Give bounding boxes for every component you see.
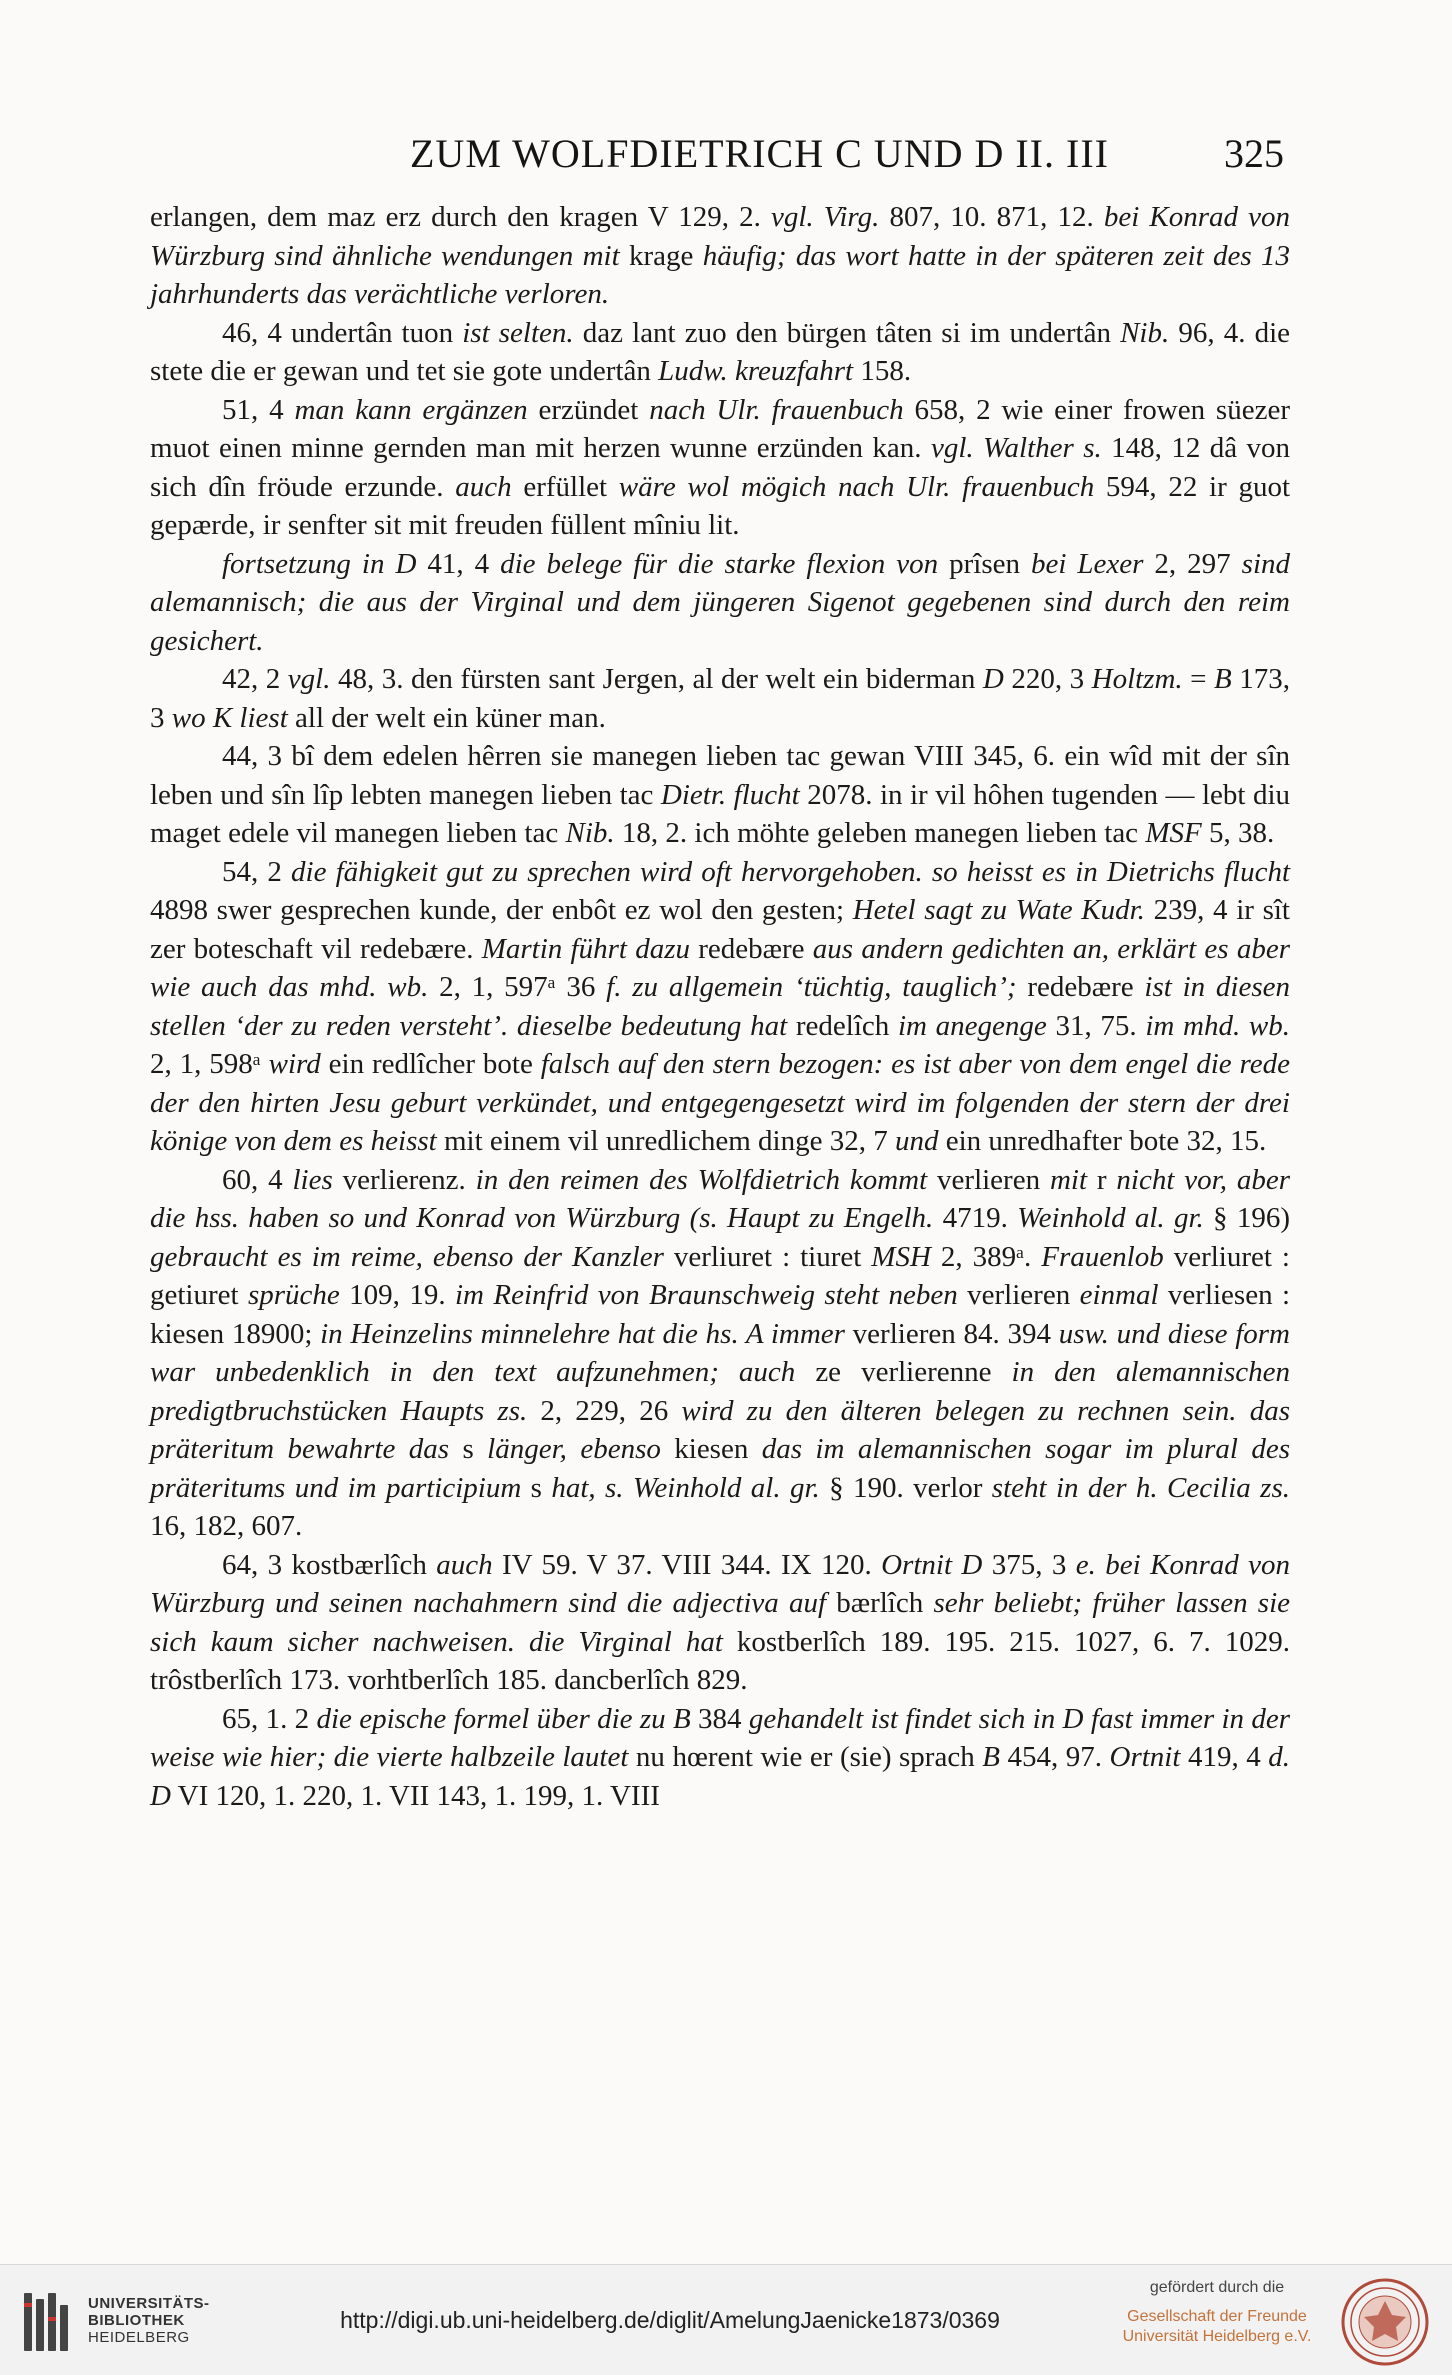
text-segment: all der welt ein küner man.	[287, 701, 606, 734]
italic-segment: Martin führt dazu	[481, 932, 690, 965]
text-segment: 44, 3 bî dem edelen hêrren sie manegen lieben tac gewan VIII 345, 6. ein wîd mit der sîn leben und sîn lîp lebten manegen lieben tac	[150, 740, 1290, 811]
italic-segment: falsch auf den stern bezogen: es ist aber von dem engel die rede der den hirten Jesu geburt verkündet, und entgegengesetzt wird im folgenden der stern der drei könige von dem es heisst	[150, 1048, 1291, 1157]
italic-segment: bei Konrad von Würzburg sind ähnliche wendungen mit	[150, 201, 1291, 272]
text-segment: 16, 182, 607.	[150, 1510, 303, 1542]
library-emblem-icon	[18, 2289, 80, 2355]
text-segment: 419, 4	[1180, 1741, 1269, 1773]
italic-segment: gebraucht es im reime, ebenso der Kanzler	[150, 1240, 664, 1273]
text-segment: redebære	[1016, 971, 1145, 1003]
paragraph	[150, 314, 1290, 391]
text-segment: § 190. verlor	[819, 1471, 992, 1504]
italic-segment: mit	[1049, 1163, 1088, 1196]
italic-segment: sind alemannisch; die aus der Virginal und dem jüngeren Sigenot gegebenen sind durch den reim gesichert.	[150, 547, 1291, 657]
text-segment: 2, 1, 597ᵃ 36	[428, 971, 607, 1003]
text-segment: 64, 3 kostbærlîch	[222, 1548, 437, 1581]
text-segment: 375, 3	[982, 1548, 1076, 1581]
text-segment: 807, 10. 871, 12.	[879, 201, 1104, 233]
italic-segment: man kann ergänzen	[294, 393, 528, 426]
text-segment: =	[1182, 663, 1215, 695]
italic-segment: aus andern gedichten an, erklärt es aber wie auch das mhd. wb.	[150, 932, 1290, 1003]
italic-segment: f. zu allgemein ‘tüchtig, tauglich’;	[606, 971, 1017, 1003]
text-segment: ze verlierenne	[795, 1356, 1012, 1388]
text-segment: 2, 389ᵃ.	[930, 1240, 1042, 1273]
italic-segment: d. D	[150, 1741, 1290, 1812]
text-segment: 109, 19.	[339, 1279, 455, 1311]
text-segment: 2078. in ir vil hôhen tugenden — lebt diu maget edele vil manegen lieben tac	[150, 778, 1290, 849]
text-segment: 5, 38.	[1201, 817, 1275, 849]
paragraph	[150, 660, 1290, 737]
text-segment: verlieren 84. 394	[844, 1317, 1059, 1350]
italic-segment: D	[982, 663, 1004, 695]
text-segment: 18, 2. ich möhte geleben manegen lieben tac	[614, 817, 1146, 849]
italic-segment: Holtzm.	[1091, 663, 1183, 695]
italic-segment: auch	[436, 1548, 493, 1581]
funder-name-line[interactable]: Universität Heidelberg e.V.	[1122, 2328, 1312, 2345]
text-segment: 60, 4	[222, 1163, 293, 1196]
italic-segment: vgl.	[287, 663, 331, 695]
italic-segment: Nib.	[565, 817, 615, 849]
italic-segment: auch	[455, 470, 512, 503]
text-segment: 2, 1, 598ᵃ	[150, 1048, 269, 1080]
paragraph	[150, 1546, 1290, 1700]
italic-segment: wo K liest	[171, 701, 288, 734]
text-segment: 4898 swer gesprechen kunde, der enbôt ez wol den gesten;	[150, 894, 853, 926]
italic-segment: sehr beliebt; früher lassen sie sich kaum sicher nachweisen. die Virginal hat	[150, 1587, 1290, 1658]
italic-segment: B	[1214, 663, 1232, 695]
italic-segment: MSH	[871, 1240, 931, 1273]
text-segment: 384	[690, 1702, 749, 1735]
text-segment: 41, 4	[416, 547, 501, 580]
library-name	[88, 2295, 318, 2346]
italic-segment: Hetel sagt zu Wate Kudr.	[852, 894, 1145, 926]
italic-segment: e. bei Konrad von Würzburg und seinen nachahmern sind die adjectiva auf	[150, 1548, 1290, 1619]
italic-segment: Ortnit D	[881, 1548, 983, 1581]
italic-segment: Ludw. kreuzfahrt	[658, 355, 854, 387]
italic-segment: Frauenlob	[1041, 1240, 1164, 1273]
italic-segment: gehandelt ist findet sich in D fast immer in der weise wie hier; die vierte halbzeile lautet	[150, 1702, 1291, 1773]
italic-segment: einmal	[1079, 1279, 1159, 1311]
text-segment: s	[521, 1471, 552, 1504]
text-segment: mit einem vil unredlichem dinge 32, 7	[436, 1125, 895, 1157]
paragraph	[150, 198, 1290, 314]
italic-segment: die epische formel über die zu B	[316, 1702, 691, 1735]
italic-segment: lies	[292, 1163, 333, 1196]
viewer-footer	[0, 2264, 1452, 2375]
text-segment: 2, 229, 26	[527, 1394, 682, 1427]
italic-segment: Weinhold al. gr.	[1017, 1202, 1204, 1234]
italic-segment: länger, ebenso	[487, 1433, 661, 1465]
text-segment: ein unredhafter bote 32, 15.	[938, 1125, 1267, 1157]
italic-segment: hat, s. Weinhold al. gr.	[551, 1471, 820, 1504]
italic-segment: Ortnit	[1109, 1741, 1181, 1773]
library-name-line: BIBLIOTHEK	[88, 2312, 185, 2329]
funded-by-label: gefördert durch die	[1149, 2279, 1285, 2296]
university-seal-icon	[1340, 2277, 1430, 2367]
italic-segment: ist in diesen stellen ‘der zu reden versteht’. dieselbe bedeutung hat	[150, 971, 1291, 1042]
text-segment: 594, 22 ir guot gepærde, ir senfter sit mit freuden füllent mîniu lit.	[150, 470, 1291, 541]
italic-segment: Nib.	[1120, 316, 1170, 349]
text-segment: 54, 2	[222, 855, 292, 888]
paragraph	[150, 853, 1290, 1161]
italic-segment: wäre wol mögich nach Ulr. frauenbuch	[618, 470, 1095, 503]
text-segment: verlieren	[927, 1163, 1050, 1196]
text-segment: verliuret : tiuret	[663, 1240, 872, 1273]
italic-segment: MSF	[1145, 817, 1202, 849]
text-segment: kiesen	[660, 1433, 762, 1465]
text-segment: kostberlîch 189. 195. 215. 1027, 6. 7. 1029. trôstberlîch 173. vorhtberlîch 185. dancberlîch 829.	[150, 1625, 1290, 1696]
italic-segment: und	[894, 1125, 939, 1157]
text-segment: daz lant zuo den bürgen tâten si im undertân	[573, 316, 1121, 349]
text-segment: verliuret : getiuret	[150, 1240, 1290, 1311]
italic-segment: die belege für die starke flexion von	[500, 547, 939, 580]
text-segment: verlierenz.	[332, 1163, 476, 1196]
text-segment: erlangen, dem maz erz durch den kragen V 129, 2.	[150, 201, 771, 233]
page-header	[150, 130, 1290, 184]
text-segment: VI 120, 1. 220, 1. VII 143, 1. 199, 1. VIII	[170, 1779, 660, 1812]
page-number: 325	[1224, 131, 1284, 176]
funder-name-line[interactable]: Gesellschaft der Freunde	[1127, 2308, 1307, 2325]
text-segment: krage	[619, 239, 703, 272]
text-segment: IV 59. V 37. VIII 344. IX 120.	[492, 1548, 882, 1581]
text-segment: redelîch	[787, 1009, 898, 1042]
text-segment: s	[449, 1433, 488, 1465]
text-segment: § 196)	[1203, 1202, 1290, 1234]
text-segment: prîsen	[938, 547, 1031, 580]
italic-segment: vgl. Virg.	[770, 201, 880, 233]
paragraph	[150, 1161, 1290, 1546]
italic-segment: in den reimen des Wolfdietrich kommt	[475, 1163, 928, 1196]
text-segment: 2, 297	[1143, 547, 1242, 580]
text-segment: 4719.	[933, 1202, 1018, 1234]
italic-segment: in Heinzelins minnelehre hat die hs. A immer	[320, 1317, 845, 1350]
text-segment: 158.	[853, 355, 912, 387]
text-segment: 65, 1. 2	[222, 1702, 317, 1735]
italic-segment: nicht vor, aber die hss. haben so und Konrad von Würzburg (s. Haupt zu Engelh.	[150, 1163, 1290, 1234]
italic-segment: in den alemannischen predigtbruchstücken Haupts zs.	[150, 1356, 1290, 1427]
text-segment: verlieren	[957, 1279, 1080, 1311]
text-segment: 148, 12 dâ von sich dîn fröude erzunde.	[150, 432, 1290, 503]
text-segment: redebære	[690, 932, 813, 965]
italic-segment: B	[982, 1741, 1000, 1773]
italic-segment: im mhd. wb.	[1145, 1009, 1290, 1042]
text-segment: r	[1087, 1163, 1117, 1196]
text-segment: 454, 97.	[999, 1741, 1110, 1773]
text-segment: 220, 3	[1003, 663, 1092, 695]
italic-segment: im anegenge	[897, 1009, 1047, 1042]
text-segment: 51, 4	[222, 393, 295, 426]
italic-segment: vgl. Walther s.	[930, 432, 1102, 464]
paragraph	[150, 1700, 1290, 1816]
text-segment: verliesen : kiesen 18900;	[150, 1279, 1291, 1350]
library-logo[interactable]	[18, 2287, 318, 2359]
funding-note	[1112, 2279, 1322, 2347]
italic-segment: usw. und diese form war unbedenklich in den text aufzunehmen; auch	[150, 1317, 1290, 1388]
text-segment: 48, 3. den fürsten sant Jergen, al der welt ein biderman	[330, 663, 983, 695]
text-segment: 31, 75.	[1046, 1009, 1146, 1042]
italic-segment: das im alemannischen sogar im plural des präteritums und im participium	[150, 1433, 1291, 1504]
italic-segment: ist selten.	[462, 316, 574, 349]
text-segment: 96, 4. die stete die er gewan und tet sie gote undertân	[150, 316, 1291, 387]
italic-segment: fortsetzung in D	[222, 547, 417, 580]
italic-segment: sprüche	[247, 1279, 340, 1311]
italic-segment: nach Ulr. frauenbuch	[649, 393, 904, 426]
library-name-line: UNIVERSITÄTS-	[88, 2295, 210, 2312]
permalink-url[interactable]: http://digi.ub.uni-heidelberg.de/diglit/AmelungJaenicke1873/0369	[340, 2307, 1000, 2333]
text-segment: 42, 2	[222, 663, 288, 695]
italic-segment: im Reinfrid von Braunschweig steht neben	[454, 1279, 958, 1311]
italic-segment: bei Lexer	[1030, 547, 1144, 580]
text-segment: ein redlîcher bote	[320, 1048, 541, 1080]
italic-segment: häufig; das wort hatte in der späteren zeit des 13 jahrhunderts das verächtliche verloren.	[150, 239, 1291, 310]
library-name-line: HEIDELBERG	[88, 2329, 190, 2346]
text-segment: 46, 4 undertân tuon	[222, 316, 463, 349]
text-segment: erzündet	[527, 393, 650, 426]
italic-segment: wird	[268, 1048, 321, 1080]
running-title: ZUM WOLFDIETRICH C UND D II. III	[410, 131, 1109, 176]
text-segment: 239, 4 ir sît zer boteschaft vil redebære.	[150, 894, 1290, 965]
text-segment: erfüllet	[511, 470, 619, 503]
paragraph	[150, 737, 1290, 853]
italic-segment: wird zu den älteren belegen zu rechnen sein. das präteritum bewahrte das	[150, 1394, 1290, 1465]
body-text	[150, 198, 1290, 1815]
text-segment: 658, 2 wie einer frowen süezer muot einen minne gernden man mit herzen wunne erzünden kan.	[150, 393, 1290, 464]
italic-segment: Dietr. flucht	[660, 778, 800, 811]
italic-segment: steht in der h. Cecilia zs.	[991, 1471, 1290, 1504]
paragraph	[150, 391, 1290, 545]
paragraph	[150, 545, 1290, 661]
text-segment: 173, 3	[150, 663, 1291, 734]
text-segment: bærlîch	[826, 1587, 934, 1619]
text-segment: nu hœrent wie er (sie) sprach	[628, 1741, 983, 1773]
italic-segment: die fähigkeit gut zu sprechen wird oft hervorgehoben. so heisst es in Dietrichs flucht	[291, 855, 1291, 888]
